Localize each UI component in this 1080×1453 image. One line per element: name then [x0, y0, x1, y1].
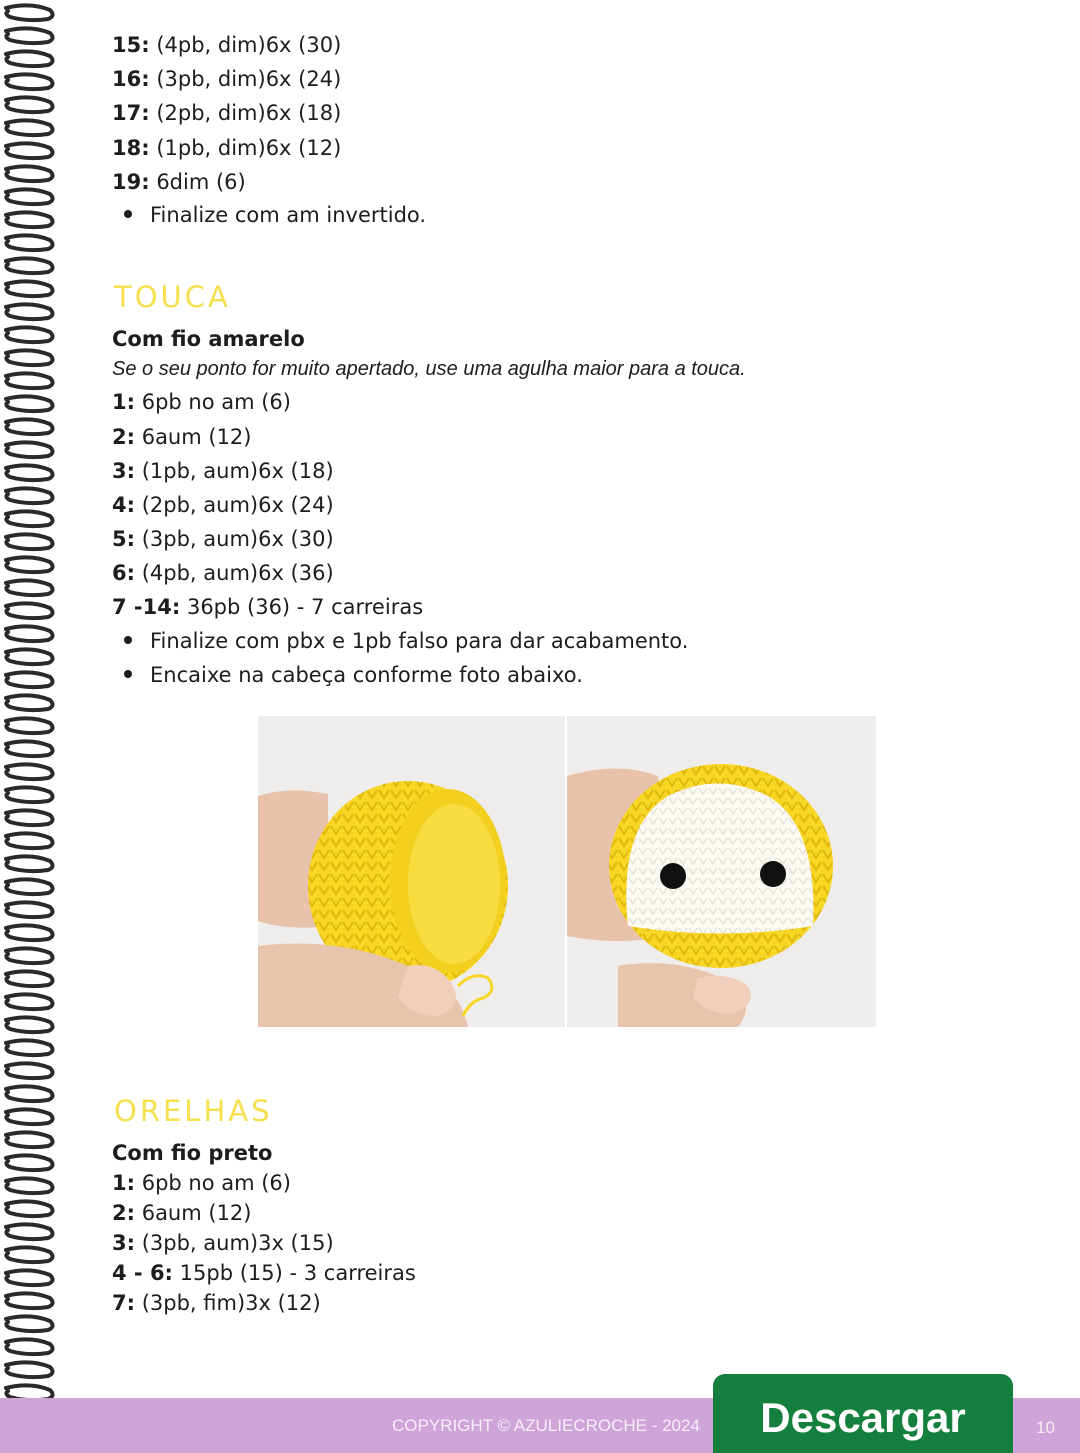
spiral-coil [6, 948, 53, 963]
spiral-coil [6, 534, 53, 549]
spiral-coil [6, 902, 53, 917]
spiral-coil [6, 28, 53, 43]
spiral-coil [6, 1293, 53, 1308]
spiral-coil [6, 1270, 53, 1285]
spiral-coil [6, 695, 53, 710]
row-18: 18: (1pb, dim)6x (12) [112, 136, 342, 160]
spiral-coil [6, 396, 53, 411]
spiral-coil [6, 649, 53, 664]
row-19: 19: 6dim (6) [112, 170, 246, 194]
spiral-coil [6, 51, 53, 66]
spiral-coil [6, 442, 53, 457]
spiral-coil [6, 856, 53, 871]
spiral-coil [6, 1224, 53, 1239]
spiral-coil [6, 350, 53, 365]
spiral-coil [6, 764, 53, 779]
orelhas-row: 2: 6aum (12) [112, 1201, 252, 1225]
spiral-coil [6, 327, 53, 342]
spiral-coil [6, 189, 53, 204]
spiral-binding [0, 0, 62, 1453]
spiral-coil [6, 212, 53, 227]
photo-hat-only [258, 716, 565, 1027]
touca-row: 4: (2pb, aum)6x (24) [112, 493, 334, 517]
orelhas-row: 3: (3pb, aum)3x (15) [112, 1231, 334, 1255]
spiral-coil [6, 741, 53, 756]
spiral-coil [6, 488, 53, 503]
spiral-coil [6, 1316, 53, 1331]
touca-bullet: Finalize com pbx e 1pb falso para dar acabamento. [124, 627, 688, 655]
download-button[interactable]: Descargar [713, 1374, 1013, 1453]
spiral-coil [6, 1086, 53, 1101]
row-15: 15: (4pb, dim)6x (30) [112, 33, 342, 57]
spiral-coil [6, 419, 53, 434]
touca-note: Se o seu ponto for muito apertado, use uma agulha maior para a touca. [112, 358, 746, 380]
orelhas-row: 1: 6pb no am (6) [112, 1171, 291, 1195]
spiral-coil [6, 304, 53, 319]
spiral-coil [6, 1155, 53, 1170]
page-number: 10 [1036, 1418, 1055, 1437]
touca-subtitle: Com fio amarelo [112, 327, 305, 351]
spiral-coil [6, 1339, 53, 1354]
spiral-coil [6, 258, 53, 273]
spiral-coil [6, 787, 53, 802]
spiral-coil [6, 1178, 53, 1193]
touca-photos [258, 716, 876, 1027]
touca-row: 1: 6pb no am (6) [112, 390, 291, 414]
spiral-coil [6, 672, 53, 687]
bullet-finalize-invertido: Finalize com am invertido. [124, 201, 426, 229]
spiral-coil [6, 603, 53, 618]
spiral-coil [6, 810, 53, 825]
photo-hat-on-head [567, 716, 876, 1027]
spiral-coil [6, 718, 53, 733]
spiral-coil [6, 1109, 53, 1124]
spiral-coil [6, 143, 53, 158]
orelhas-row: 7: (3pb, fim)3x (12) [112, 1291, 321, 1315]
spiral-coil [6, 281, 53, 296]
spiral-coil [6, 580, 53, 595]
spiral-coil [6, 1017, 53, 1032]
spiral-coil [6, 373, 53, 388]
spiral-coil [6, 1201, 53, 1216]
spiral-coil [6, 1040, 53, 1055]
copyright-text: COPYRIGHT © AZULIECROCHE - 2024 [392, 1416, 700, 1435]
spiral-coil [6, 626, 53, 641]
spiral-coil [6, 5, 53, 20]
spiral-coil [6, 879, 53, 894]
spiral-coil [6, 97, 53, 112]
spiral-coil [6, 511, 53, 526]
touca-row: 5: (3pb, aum)6x (30) [112, 527, 334, 551]
touca-row: 3: (1pb, aum)6x (18) [112, 459, 334, 483]
spiral-coil [6, 235, 53, 250]
spiral-coil [6, 1063, 53, 1078]
orelhas-subtitle: Com fio preto [112, 1141, 273, 1165]
spiral-coil [6, 1132, 53, 1147]
spiral-coil [6, 1362, 53, 1377]
spiral-coil [6, 971, 53, 986]
touca-row: 7 -14: 36pb (36) - 7 carreiras [112, 595, 424, 619]
spiral-coil [6, 994, 53, 1009]
spiral-coil [6, 120, 53, 135]
touca-row: 2: 6aum (12) [112, 425, 252, 449]
spiral-coil [6, 74, 53, 89]
spiral-coil [6, 166, 53, 181]
spiral-coil [6, 1247, 53, 1262]
row-16: 16: (3pb, dim)6x (24) [112, 67, 342, 91]
touca-bullet: Encaixe na cabeça conforme foto abaixo. [124, 661, 583, 689]
row-17: 17: (2pb, dim)6x (18) [112, 101, 342, 125]
section-title-touca: TOUCA [114, 280, 231, 314]
spiral-coil [6, 465, 53, 480]
touca-row: 6: (4pb, aum)6x (36) [112, 561, 334, 585]
spiral-coil [6, 557, 53, 572]
orelhas-row: 4 - 6: 15pb (15) - 3 carreiras [112, 1261, 416, 1285]
section-title-orelhas: ORELHAS [114, 1094, 273, 1128]
spiral-coil [6, 925, 53, 940]
spiral-coil [6, 833, 53, 848]
